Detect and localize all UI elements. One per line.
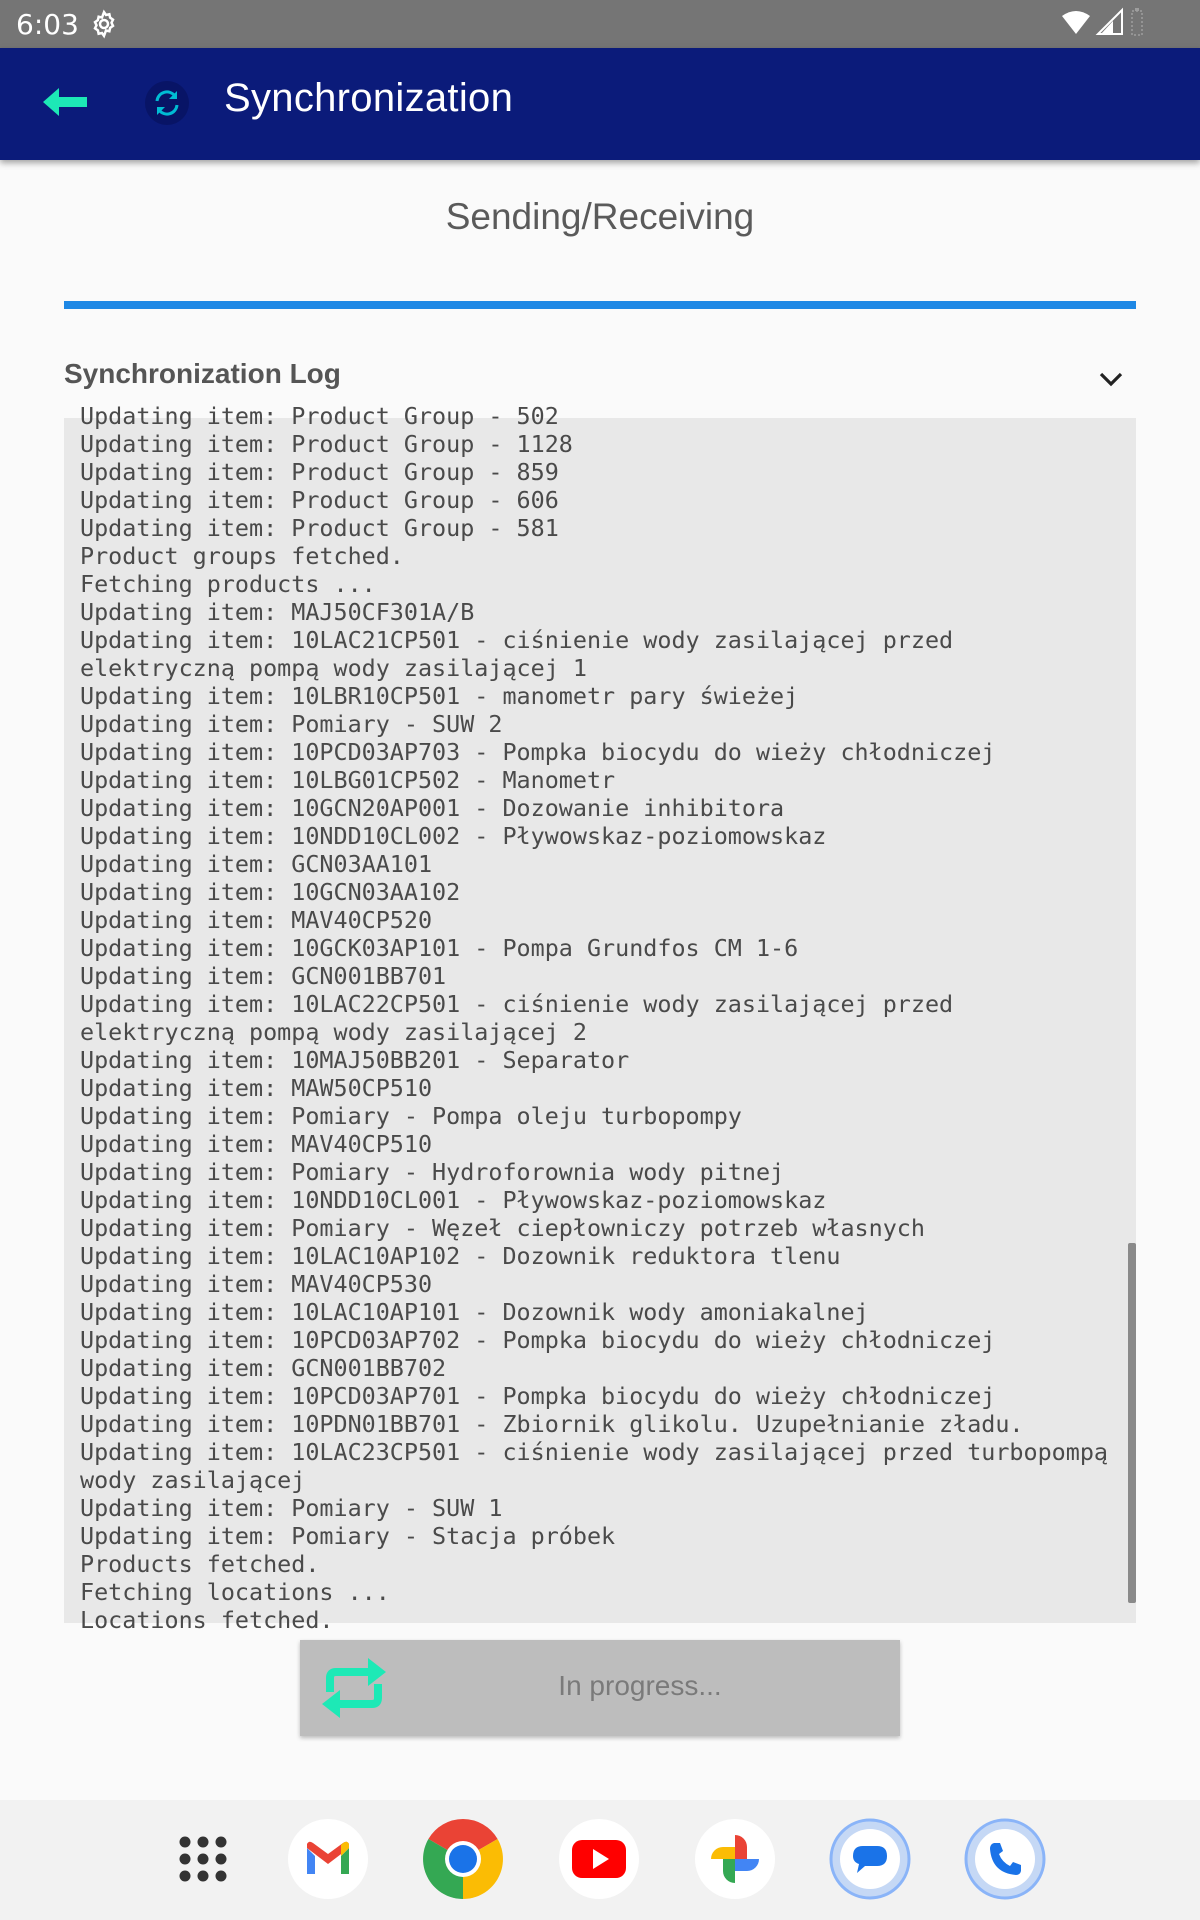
settings-gear-icon [89,9,119,39]
log-line: Updating item: Product Group - 606 [80,486,559,514]
log-line: Updating item: MAV40CP530 [80,1270,433,1298]
log-line: Updating item: 10NDD10CL001 - Pływowskaz-poziomowskaz [80,1186,827,1214]
app-bar [0,48,1200,160]
log-line: Updating item: 10PDN01BB701 - Zbiornik glikolu. Uzupełnianie zładu. [80,1410,1024,1438]
chevron-down-icon[interactable] [1096,364,1126,394]
log-line: Updating item: Pomiary - Hydroforownia wody pitnej [80,1158,785,1186]
log-line: Updating item: Pomiary - Węzeł ciepłowniczy potrzeb własnych [80,1214,925,1242]
log-line: Updating item: 10LAC10AP101 - Dozownik wody amoniakalnej [80,1298,869,1326]
status-bar [0,0,1200,48]
log-line: Fetching products ... [80,570,376,598]
log-lines [80,402,1123,1634]
youtube-icon[interactable] [558,1818,640,1900]
log-line: Updating item: MAW50CP510 [80,1074,433,1102]
gmail-icon[interactable] [287,1818,369,1900]
log-expander-header[interactable] [64,354,1136,402]
log-line: Updating item: 10PCD03AP701 - Pompka biocydu do wieży chłodniczej [80,1382,996,1410]
battery-icon [1129,8,1145,36]
sync-button-label: In progress... [558,1670,722,1701]
back-button[interactable] [38,78,92,126]
log-line: Updating item: MAJ50CF301A/B [80,598,475,626]
log-line: Updating item: GCN001BB701 [80,962,447,990]
log-line: Updating item: Pomiary - SUW 1 [80,1494,503,1522]
log-line: Updating item: MAV40CP520 [80,906,433,934]
log-line: Fetching locations ... [80,1578,390,1606]
log-line: Updating item: Product Group - 859 [80,458,559,486]
log-line: Product groups fetched. [80,542,404,570]
log-line: Updating item: 10MAJ50BB201 - Separator [80,1046,630,1074]
log-line: Updating item: MAV40CP510 [80,1130,433,1158]
log-line: Updating item: Product Group - 581 [80,514,559,542]
messages-icon[interactable] [829,1818,911,1900]
photos-icon[interactable] [694,1818,776,1900]
sync-progress-bar [64,301,1136,309]
app-dock [0,1800,1200,1920]
status-time: 6:03 [16,7,79,41]
log-line: Updating item: Pomiary - Pompa oleju turbopompy [80,1102,742,1130]
sync-progress-fill [64,301,1136,309]
sync-log[interactable] [64,402,1136,1634]
sync-button[interactable] [300,1640,900,1736]
back-arrow-icon [41,84,89,120]
wifi-icon [1061,9,1091,35]
log-line: Updating item: 10LAC10AP102 - Dozownik reduktora tlenu [80,1242,841,1270]
log-line: Updating item: 10NDD10CL002 - Pływowskaz-poziomowskaz [80,822,827,850]
log-line: Updating item: Product Group - 502 [80,402,559,430]
log-line: Updating item: GCN001BB702 [80,1354,447,1382]
phone-icon[interactable] [964,1818,1046,1900]
log-line: Updating item: Product Group - 1128 [80,430,573,458]
log-line: Updating item: 10LBG01CP502 - Manometr [80,766,616,794]
page-title: Synchronization [224,76,514,120]
chrome-icon[interactable] [422,1818,504,1900]
log-line: Updating item: 10GCN20AP001 - Dozowanie inhibitora [80,794,785,822]
log-scrollbar[interactable] [1128,1243,1136,1603]
section-title: Sending/Receiving [445,196,755,237]
log-line: Updating item: 10LAC23CP501 - ciśnienie wody zasilającej przed turbopompą wody zasilającej [80,1438,1123,1494]
log-line: Updating item: 10GCN03AA102 [80,878,461,906]
log-line: Products fetched. [80,1550,320,1578]
signal-icon [1097,9,1123,35]
log-line: Updating item: 10GCK03AP101 - Pompa Grundfos CM 1-6 [80,934,799,962]
sync-icon [144,80,190,126]
app-drawer-icon[interactable] [162,1818,244,1900]
log-line: Updating item: 10LBR10CP501 - manometr pary świeżej [80,682,799,710]
log-line: Updating item: 10PCD03AP702 - Pompka biocydu do wieży chłodniczej [80,1326,996,1354]
log-line: Locations fetched. [80,1606,334,1634]
log-line: Updating item: 10LAC21CP501 - ciśnienie wody zasilającej przed elektryczną pompą wody zasilającej 1 [80,626,968,682]
log-line: Updating item: Pomiary - Stacja próbek [80,1522,616,1550]
log-title: Synchronization Log [64,358,341,389]
log-line: Updating item: Pomiary - SUW 2 [80,710,503,738]
log-line: Updating item: 10LAC22CP501 - ciśnienie wody zasilającej przed elektryczną pompą wody zasilającej 2 [80,990,968,1046]
log-line: Updating item: 10PCD03AP703 - Pompka biocydu do wieży chłodniczej [80,738,996,766]
log-line: Updating item: GCN03AA101 [80,850,433,878]
